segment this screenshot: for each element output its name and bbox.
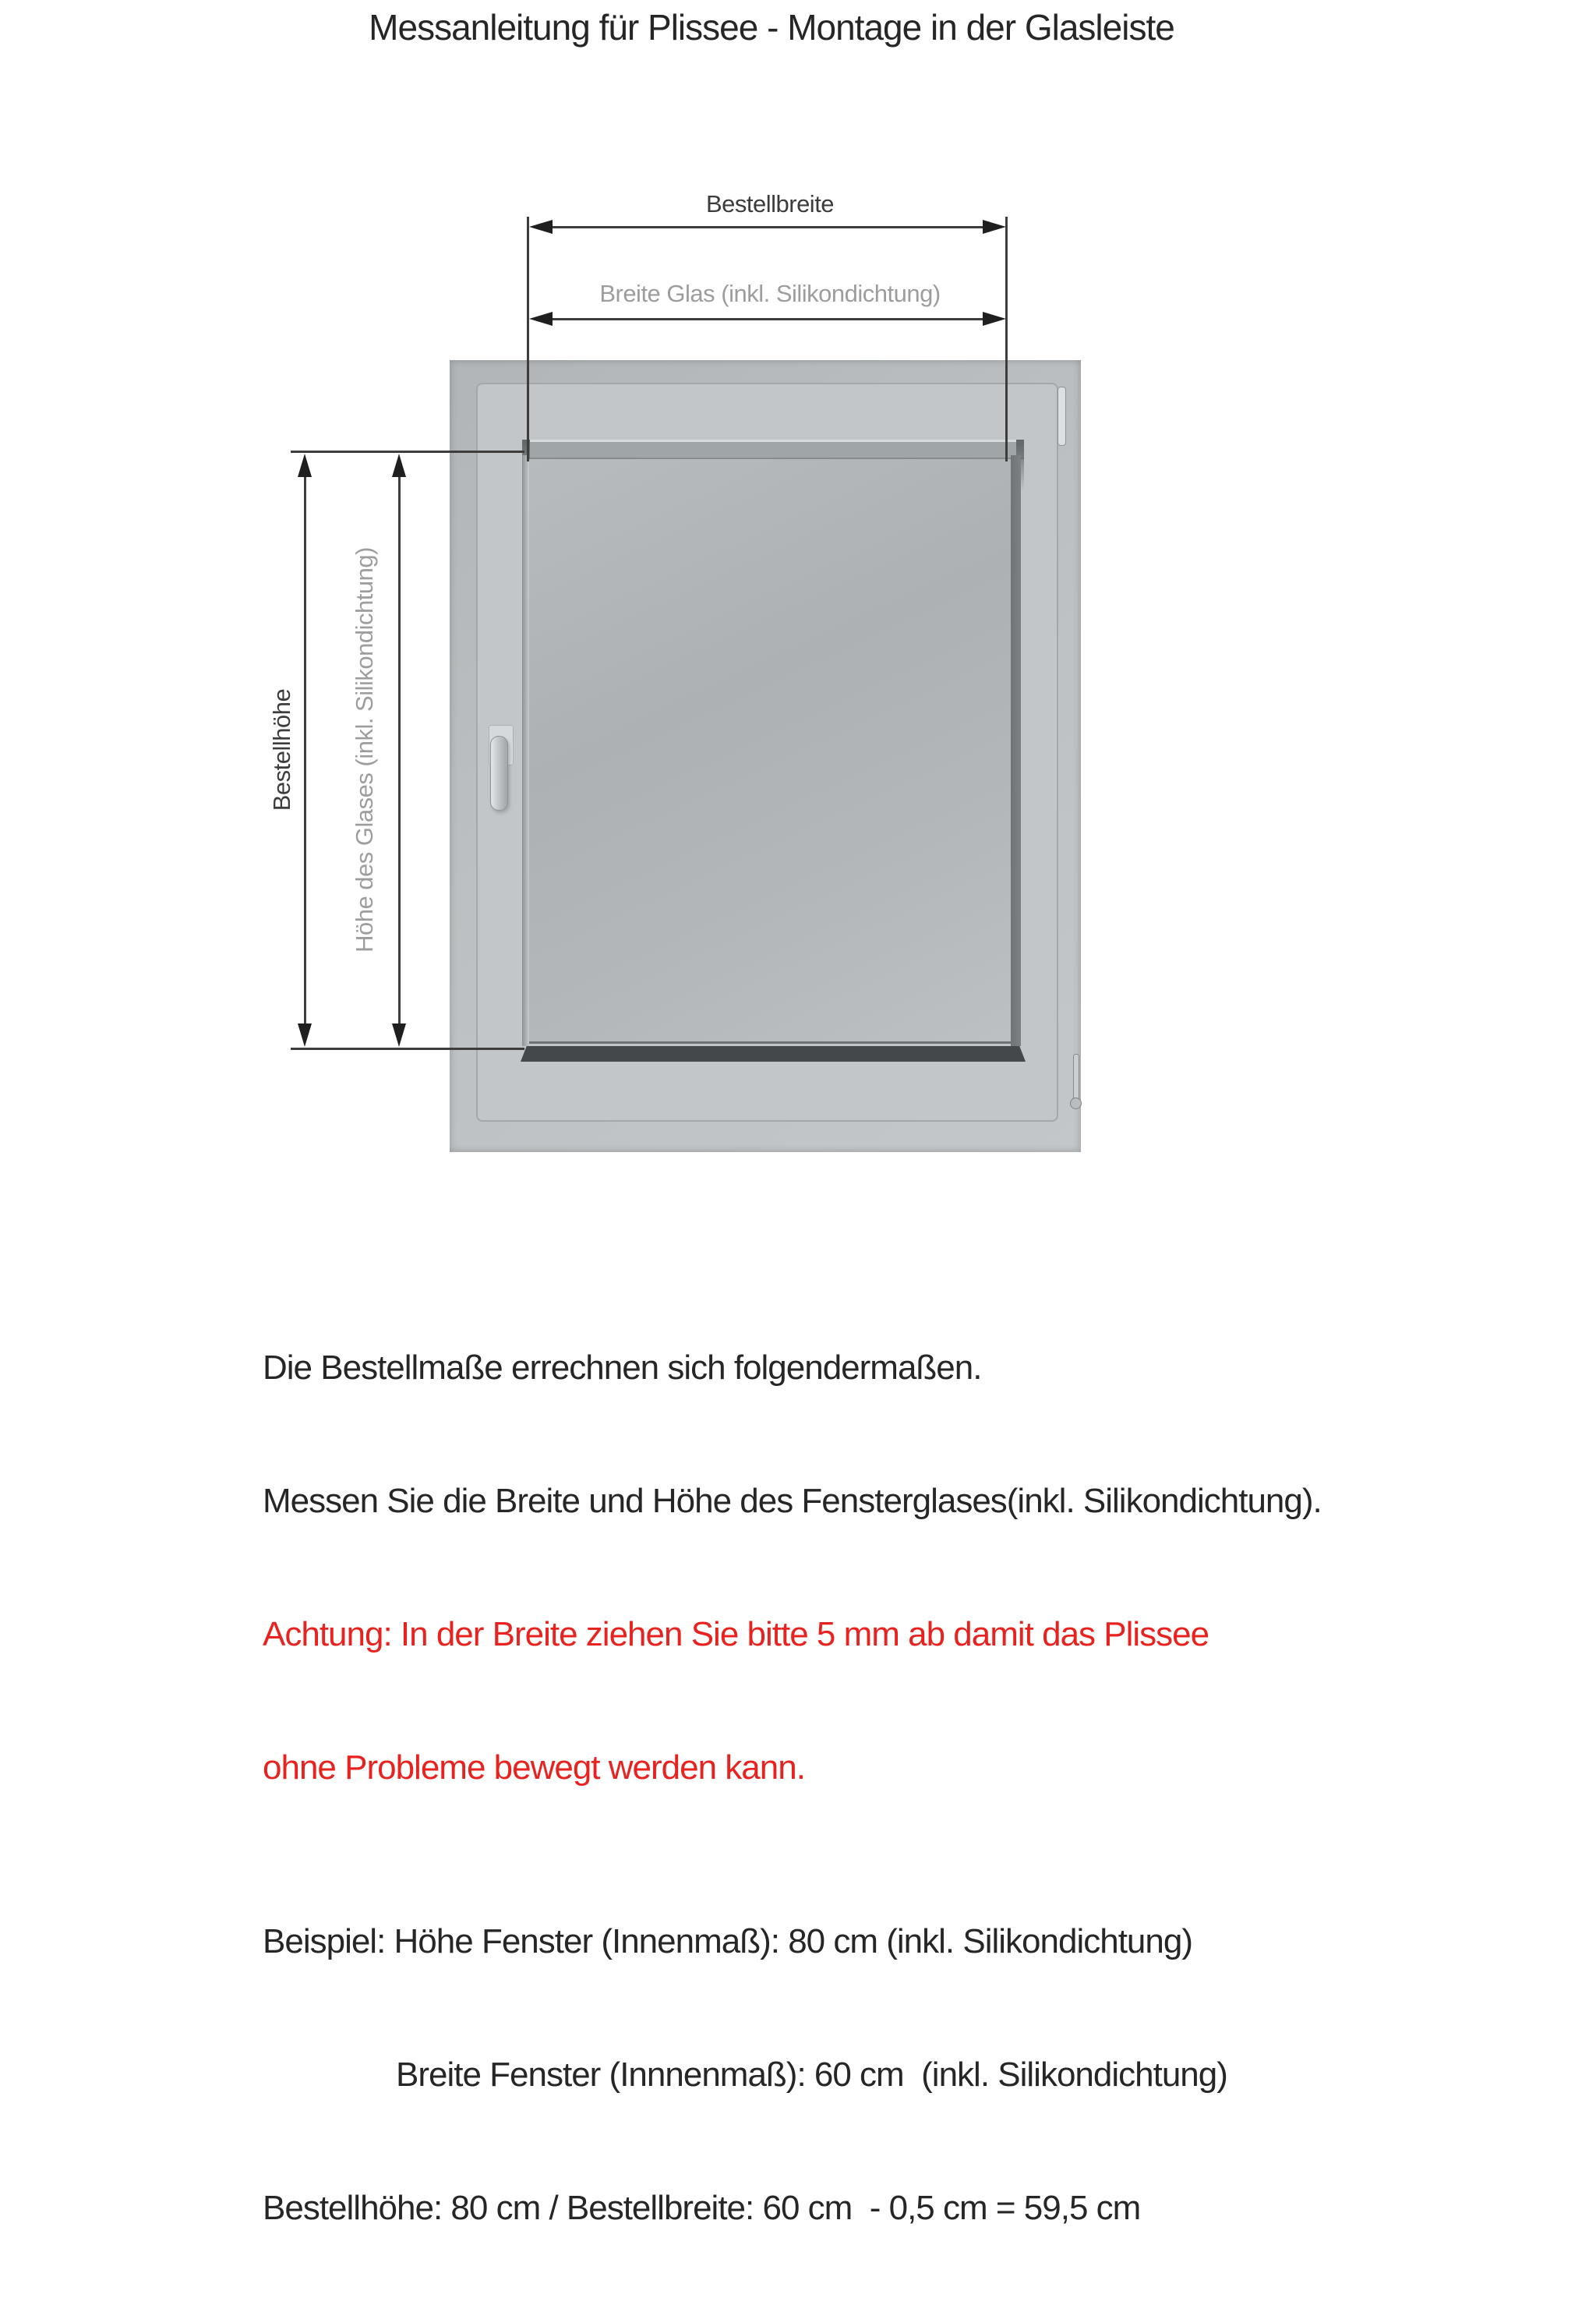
extension-line-right: [1005, 217, 1008, 461]
hinge-bottom-knob-icon: [1070, 1098, 1082, 1109]
page-title: Messanleitung für Plissee - Montage in der Glasleiste: [369, 7, 1174, 48]
glass-height-arrow: [398, 474, 401, 1027]
hinge-top-icon: [1058, 387, 1066, 446]
arrowhead-icon: [298, 1023, 312, 1047]
arrowhead-icon: [298, 454, 312, 477]
arrowhead-icon: [983, 220, 1006, 234]
order-height-arrow: [304, 474, 306, 1027]
instruction-line-2: Messen Sie die Breite und Höhe des Fensterglases(inkl. Silikondichtung).: [263, 1482, 1322, 1520]
hinge-bottom-icon: [1073, 1054, 1079, 1102]
instruction-line-1: Die Bestellmaße errechnen sich folgendermaßen.: [263, 1349, 982, 1387]
arrowhead-icon: [392, 1023, 406, 1047]
order-width-label: Bestellbreite: [705, 190, 835, 217]
warning-line-1: Achtung: In der Breite ziehen Sie bitte 5 mm ab damit das Plissee: [263, 1615, 1209, 1653]
glass-height-label: Höhe des Glases (inkl. Silikondichtung): [351, 547, 378, 953]
example-line-2: Breite Fenster (Innnenmaß): 60 cm (inkl. Silikondichtung): [396, 2056, 1227, 2094]
glazing-bead-right: [1011, 455, 1021, 1046]
glazing-bead-bottom: [521, 1046, 1026, 1062]
example-line-1: Beispiel: Höhe Fenster (Innenmaß): 80 cm (inkl. Silikondichtung): [263, 1922, 1192, 1960]
extension-line-bottom: [291, 1048, 524, 1050]
example-line-3: Bestellhöhe: 80 cm / Bestellbreite: 60 cm - 0,5 cm = 59,5 cm: [263, 2189, 1141, 2227]
glass-width-arrow: [549, 318, 986, 320]
glazing-bead-left: [522, 455, 529, 1046]
extension-line-left: [527, 217, 529, 461]
window-glass: [529, 459, 1011, 1044]
arrowhead-icon: [983, 312, 1006, 326]
glass-width-label: Breite Glas (inkl. Silikondichtung): [599, 280, 941, 307]
instructions-block: [263, 1257, 1525, 2319]
extension-line-top: [291, 451, 524, 453]
arrowhead-icon: [529, 312, 553, 326]
order-height-label: Bestellhöhe: [268, 688, 295, 811]
warning-line-2: ohne Probleme bewegt werden kann.: [263, 1748, 805, 1787]
window-handle: [490, 736, 508, 811]
arrowhead-icon: [392, 454, 406, 477]
glazing-bead-top: [522, 440, 1024, 459]
arrowhead-icon: [529, 220, 553, 234]
order-width-arrow: [549, 226, 986, 228]
